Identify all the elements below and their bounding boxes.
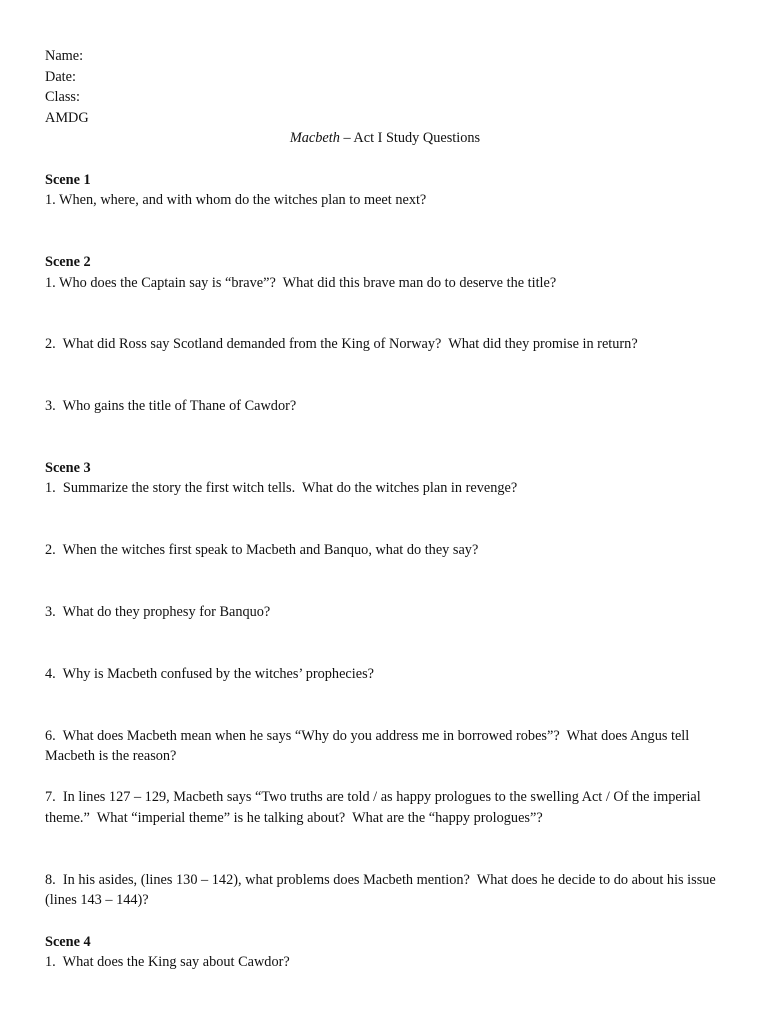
title-play-name: Macbeth bbox=[289, 130, 340, 147]
scene-4-question-1: 1. What does the King say about Cawdor? bbox=[45, 954, 290, 971]
scene-3-heading: Scene 3 bbox=[45, 459, 91, 476]
scene-3-question-6: 6. What does Macbeth mean when he says “Why do you address me in borrowed robes”? What does Angus tell Macbeth is the reason? bbox=[45, 727, 693, 765]
class-label: Class: bbox=[45, 89, 80, 106]
answer-space bbox=[45, 767, 725, 788]
spacer bbox=[45, 149, 725, 170]
scene-2-question-1: 1. Who does the Captain say is “brave”? What did this brave man do to deserve the title? bbox=[45, 274, 557, 291]
scene-3-question-2: 2. When the witches first speak to Macbeth and Banquo, what do they say? bbox=[45, 542, 479, 559]
answer-space bbox=[45, 911, 725, 932]
scene-2-question-3: 3. Who gains the title of Thane of Cawdor? bbox=[45, 398, 297, 415]
answer-space bbox=[45, 417, 725, 458]
scene-3-question-3: 3. What do they prophesy for Banquo? bbox=[45, 604, 271, 621]
scene-3-question-4: 4. Why is Macbeth confused by the witches’ prophecies? bbox=[45, 665, 374, 682]
worksheet-page bbox=[45, 46, 725, 973]
page-title bbox=[45, 128, 725, 149]
answer-space bbox=[45, 561, 725, 602]
scene-4-heading: Scene 4 bbox=[45, 933, 91, 950]
answer-space bbox=[45, 623, 725, 664]
answer-space bbox=[45, 829, 725, 870]
title-rest: – Act I Study Questions bbox=[339, 130, 481, 147]
answer-space bbox=[45, 355, 725, 396]
amdg-label: AMDG bbox=[45, 109, 89, 126]
name-label: Name: bbox=[45, 48, 84, 64]
scene-2-question-2: 2. What did Ross say Scotland demanded from the King of Norway? What did they promise in return? bbox=[45, 336, 638, 353]
answer-space bbox=[45, 293, 725, 334]
scene-1-heading: Scene 1 bbox=[45, 171, 91, 188]
scene-1-question-1: 1. When, where, and with whom do the witches plan to meet next? bbox=[45, 192, 427, 209]
date-label: Date: bbox=[45, 68, 76, 85]
answer-space bbox=[45, 499, 725, 540]
answer-space bbox=[45, 684, 725, 725]
answer-space bbox=[45, 211, 725, 252]
scene-3-question-1: 1. Summarize the story the first witch tells. What do the witches plan in revenge? bbox=[45, 480, 518, 497]
scene-2-heading: Scene 2 bbox=[45, 253, 91, 270]
scene-3-question-8: 8. In his asides, (lines 130 – 142), what problems does Macbeth mention? What does he decide to do about his issue (lines 143 – 144)? bbox=[45, 871, 720, 909]
scene-3-question-7: 7. In lines 127 – 129, Macbeth says “Two truths are told / as happy prologues to the swelling Act / Of the imperial theme.” What “imperial theme” is he talking about? What are the “happy prologues”? bbox=[45, 789, 705, 826]
